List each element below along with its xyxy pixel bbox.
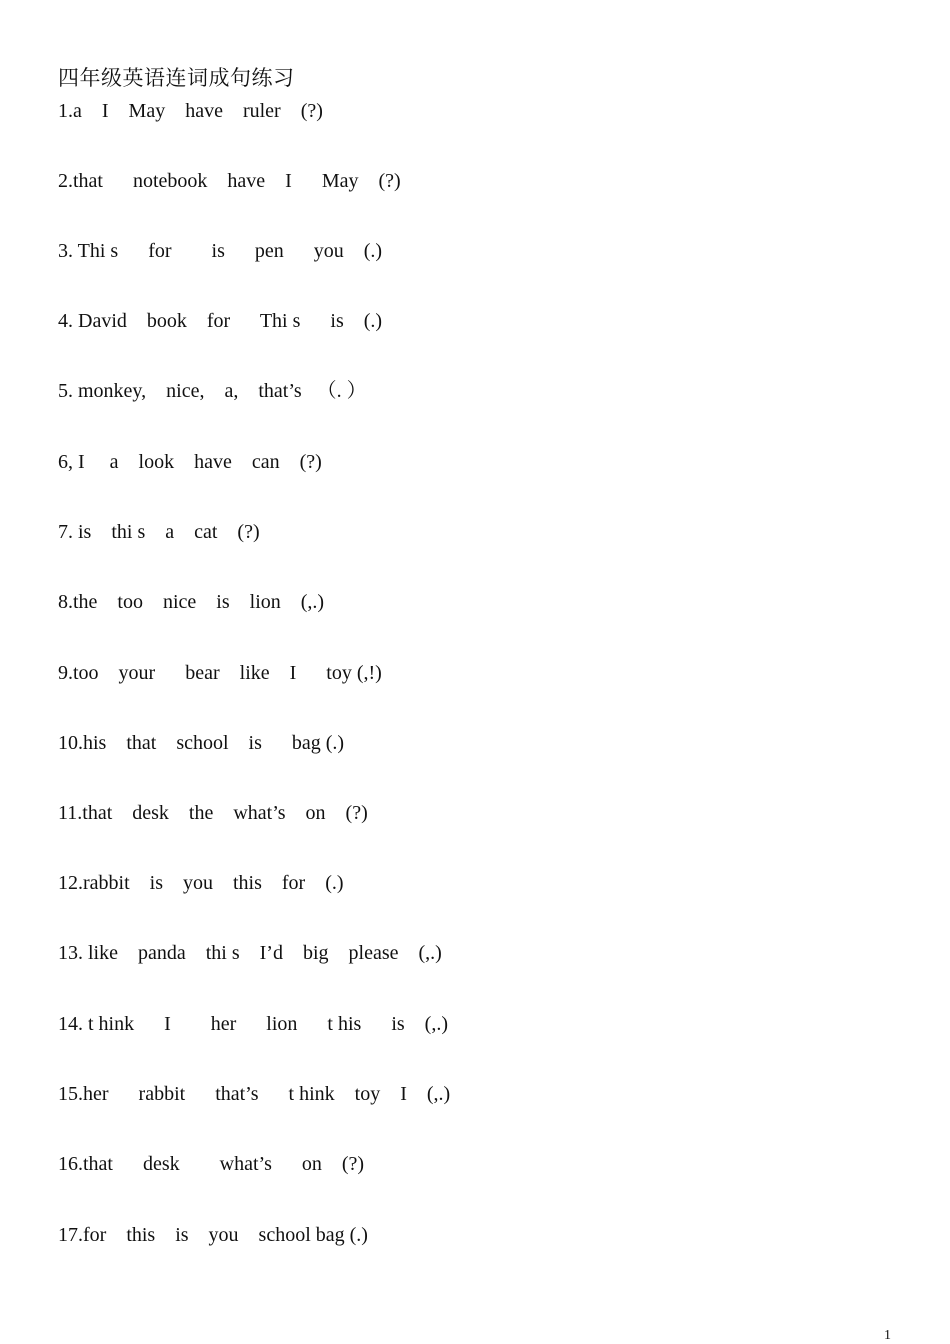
exercise-item-16: 16.that desk what’s on (?): [58, 1153, 365, 1175]
exercise-item-9: 9.too your bear like I toy (,!): [58, 662, 382, 684]
exercise-item-2: 2.that notebook have I May (?): [58, 170, 401, 192]
exercise-item-3: 3. Thi s for is pen you (.): [58, 240, 383, 262]
exercise-item-17: 17.for this is you school bag (.): [58, 1224, 368, 1246]
exercise-item-4: 4. David book for Thi s is (.): [58, 310, 383, 332]
exercise-item-5: 5. monkey, nice, a, that’s （. ）: [58, 380, 367, 402]
exercise-item-8: 8.the too nice is lion (,.): [58, 591, 325, 613]
page-title: 四年级英语连词成句练习: [58, 66, 295, 90]
exercise-item-13: 13. like panda thi s I’d big please (,.): [58, 942, 442, 964]
exercise-item-6: 6, I a look have can (?): [58, 451, 322, 473]
exercise-item-7: 7. is thi s a cat (?): [58, 521, 260, 543]
exercise-item-12: 12.rabbit is you this for (.): [58, 872, 344, 894]
page-number: 1: [884, 1328, 891, 1343]
exercise-item-14: 14. t hink I her lion t his is (,.): [58, 1013, 448, 1035]
exercise-item-11: 11.that desk the what’s on (?): [58, 802, 368, 824]
exercise-item-15: 15.her rabbit that’s t hink toy I (,.): [58, 1083, 451, 1105]
exercise-item-10: 10.his that school is bag (.): [58, 732, 345, 754]
exercise-item-1: 1.a I May have ruler (?): [58, 100, 323, 122]
